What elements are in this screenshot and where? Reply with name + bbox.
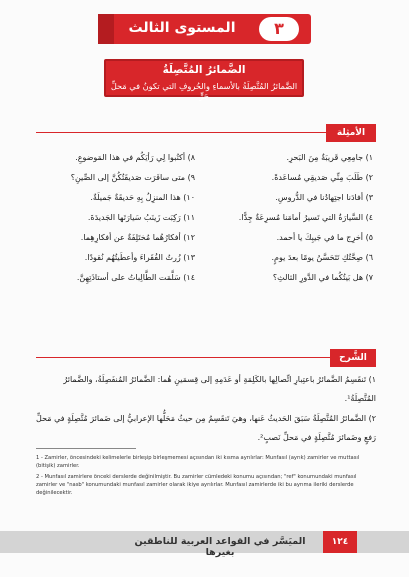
example-item: ١٤) سَلَّمَت الطَّالِباتُ على أستاذَتِهِنَّ. (76, 273, 195, 282)
explanation-divider (36, 357, 334, 358)
topic-box (104, 59, 304, 101)
level-banner (98, 14, 311, 44)
example-item: ١٢) أفكارُهُما مُختَلِفَةٌ عن أفكارِهِما. (80, 233, 195, 242)
example-item: ١) جامِعِي قَريبَةٌ مِنَ البَحرِ. (286, 153, 373, 162)
topic-title: الضَّمائرُ المُتَّصِلَةُ (162, 64, 246, 76)
footnote: 1 - Zamirler, öncesindeki kelimelerle birleşip birleşmemesi açısından iki kısma ayrılırlar: Munfasıl (ayrık) zamirler ve muttasıl (bitişik) zamirler. (36, 455, 360, 469)
example-item: ١٠) هذا المنزِلُ بِهِ حَديقَةٌ جَميلَةٌ. (90, 193, 195, 202)
footnote-rule (36, 448, 136, 449)
footnote: 2 - Munfasıl zamirlere önceki derslerde değinilmiştir. Bu zamirler cümledeki konumu açısından; "ref" konumundaki munfasıl zamirler ve "nasb" konumundaki munfasıl zamirler olarak ikiye ayrılırlar. Munfasıl zamirlerde iki bu ayrıma ileriki derslerde değinilecektir. (36, 474, 357, 496)
level-title: المستوى الثالث (128, 20, 236, 36)
example-item: ٨) أكتُبوا لِي رَأيَكُم في هذا المَوضوعِ. (75, 153, 195, 162)
example-item: ٤) السَّيارَةُ التي تَسيرُ أمامَنا مُسرِعَةٌ جِدًّا. (238, 213, 373, 222)
example-item: ١٣) زُرتُ الفُقَراءَ وأعطَيتُهُم نُقودًا. (84, 253, 195, 262)
level-number-badge: ٣ (259, 17, 299, 41)
example-item: ٥) أخرِج ما في جَيبِكَ يا أحمد. (276, 233, 373, 242)
example-item: ٧) هل بَيتُكُما في الدَّورِ الثالثِ؟ (272, 273, 373, 282)
page-number: ١٢٤ (323, 531, 357, 553)
explanation-paragraph: ٢) الضَّمائرُ المُتَّصِلَةُ سَبَقَ الحَديثُ عَنها، وهيَ تَنقَسِمُ مِن حيثُ مَحَلُّها الإعرابيُّ إلى ضَمائرَ مُتَّصِلَةٍ في مَحلِّ رَفعٍ وضَمائرَ مُتَّصِلَةٍ في مَحلِّ نَصبٍ². (36, 414, 376, 442)
explanation-label: الشَّرح (330, 349, 376, 367)
example-item: ٦) صِحَّتُكِ تَتَحَسَّنُ يومًا بعدَ يومٍ. (271, 253, 373, 262)
example-item: ٩) متى سافَرَت صَديقَتُكُنَّ إلى الصِّينِ؟ (70, 173, 195, 182)
footer-book-title: الميَسَّر في القواعد العربية للناطقين بغيرها (134, 536, 306, 558)
examples-divider (36, 132, 338, 133)
explanation-paragraph: ١) تَنقَسِمُ الضَّمائرُ باعتِبارِ اتِّصالِها بالكَلِمَةِ أو عَدَمِهِ إلى قِسمَينِ هُما: الضَّمائرُ المُنفَصِلَةُ، والضَّمائرُ المُتَّصِلَةُ¹. (63, 375, 376, 403)
example-item: ١١) رَكِبَت زَينَبُ سَيارَتَها الجَديدَةَ. (87, 213, 195, 222)
example-item: ٣) أفادَنا اجتِهادُنا في الدُّروسِ. (275, 193, 373, 202)
examples-label: الأمثِلة (326, 124, 376, 142)
example-item: ٢) طَلَبَ مِنِّي صَديقِي مُساعَدةً. (271, 173, 373, 182)
topic-subtitle: الضَّمائرُ المُتَّصِلَةُ بالأسماءِ والحُروفِ التي تكونُ في مَحلِّ جَرٍّ (110, 81, 298, 101)
level-banner-tab (98, 14, 114, 44)
